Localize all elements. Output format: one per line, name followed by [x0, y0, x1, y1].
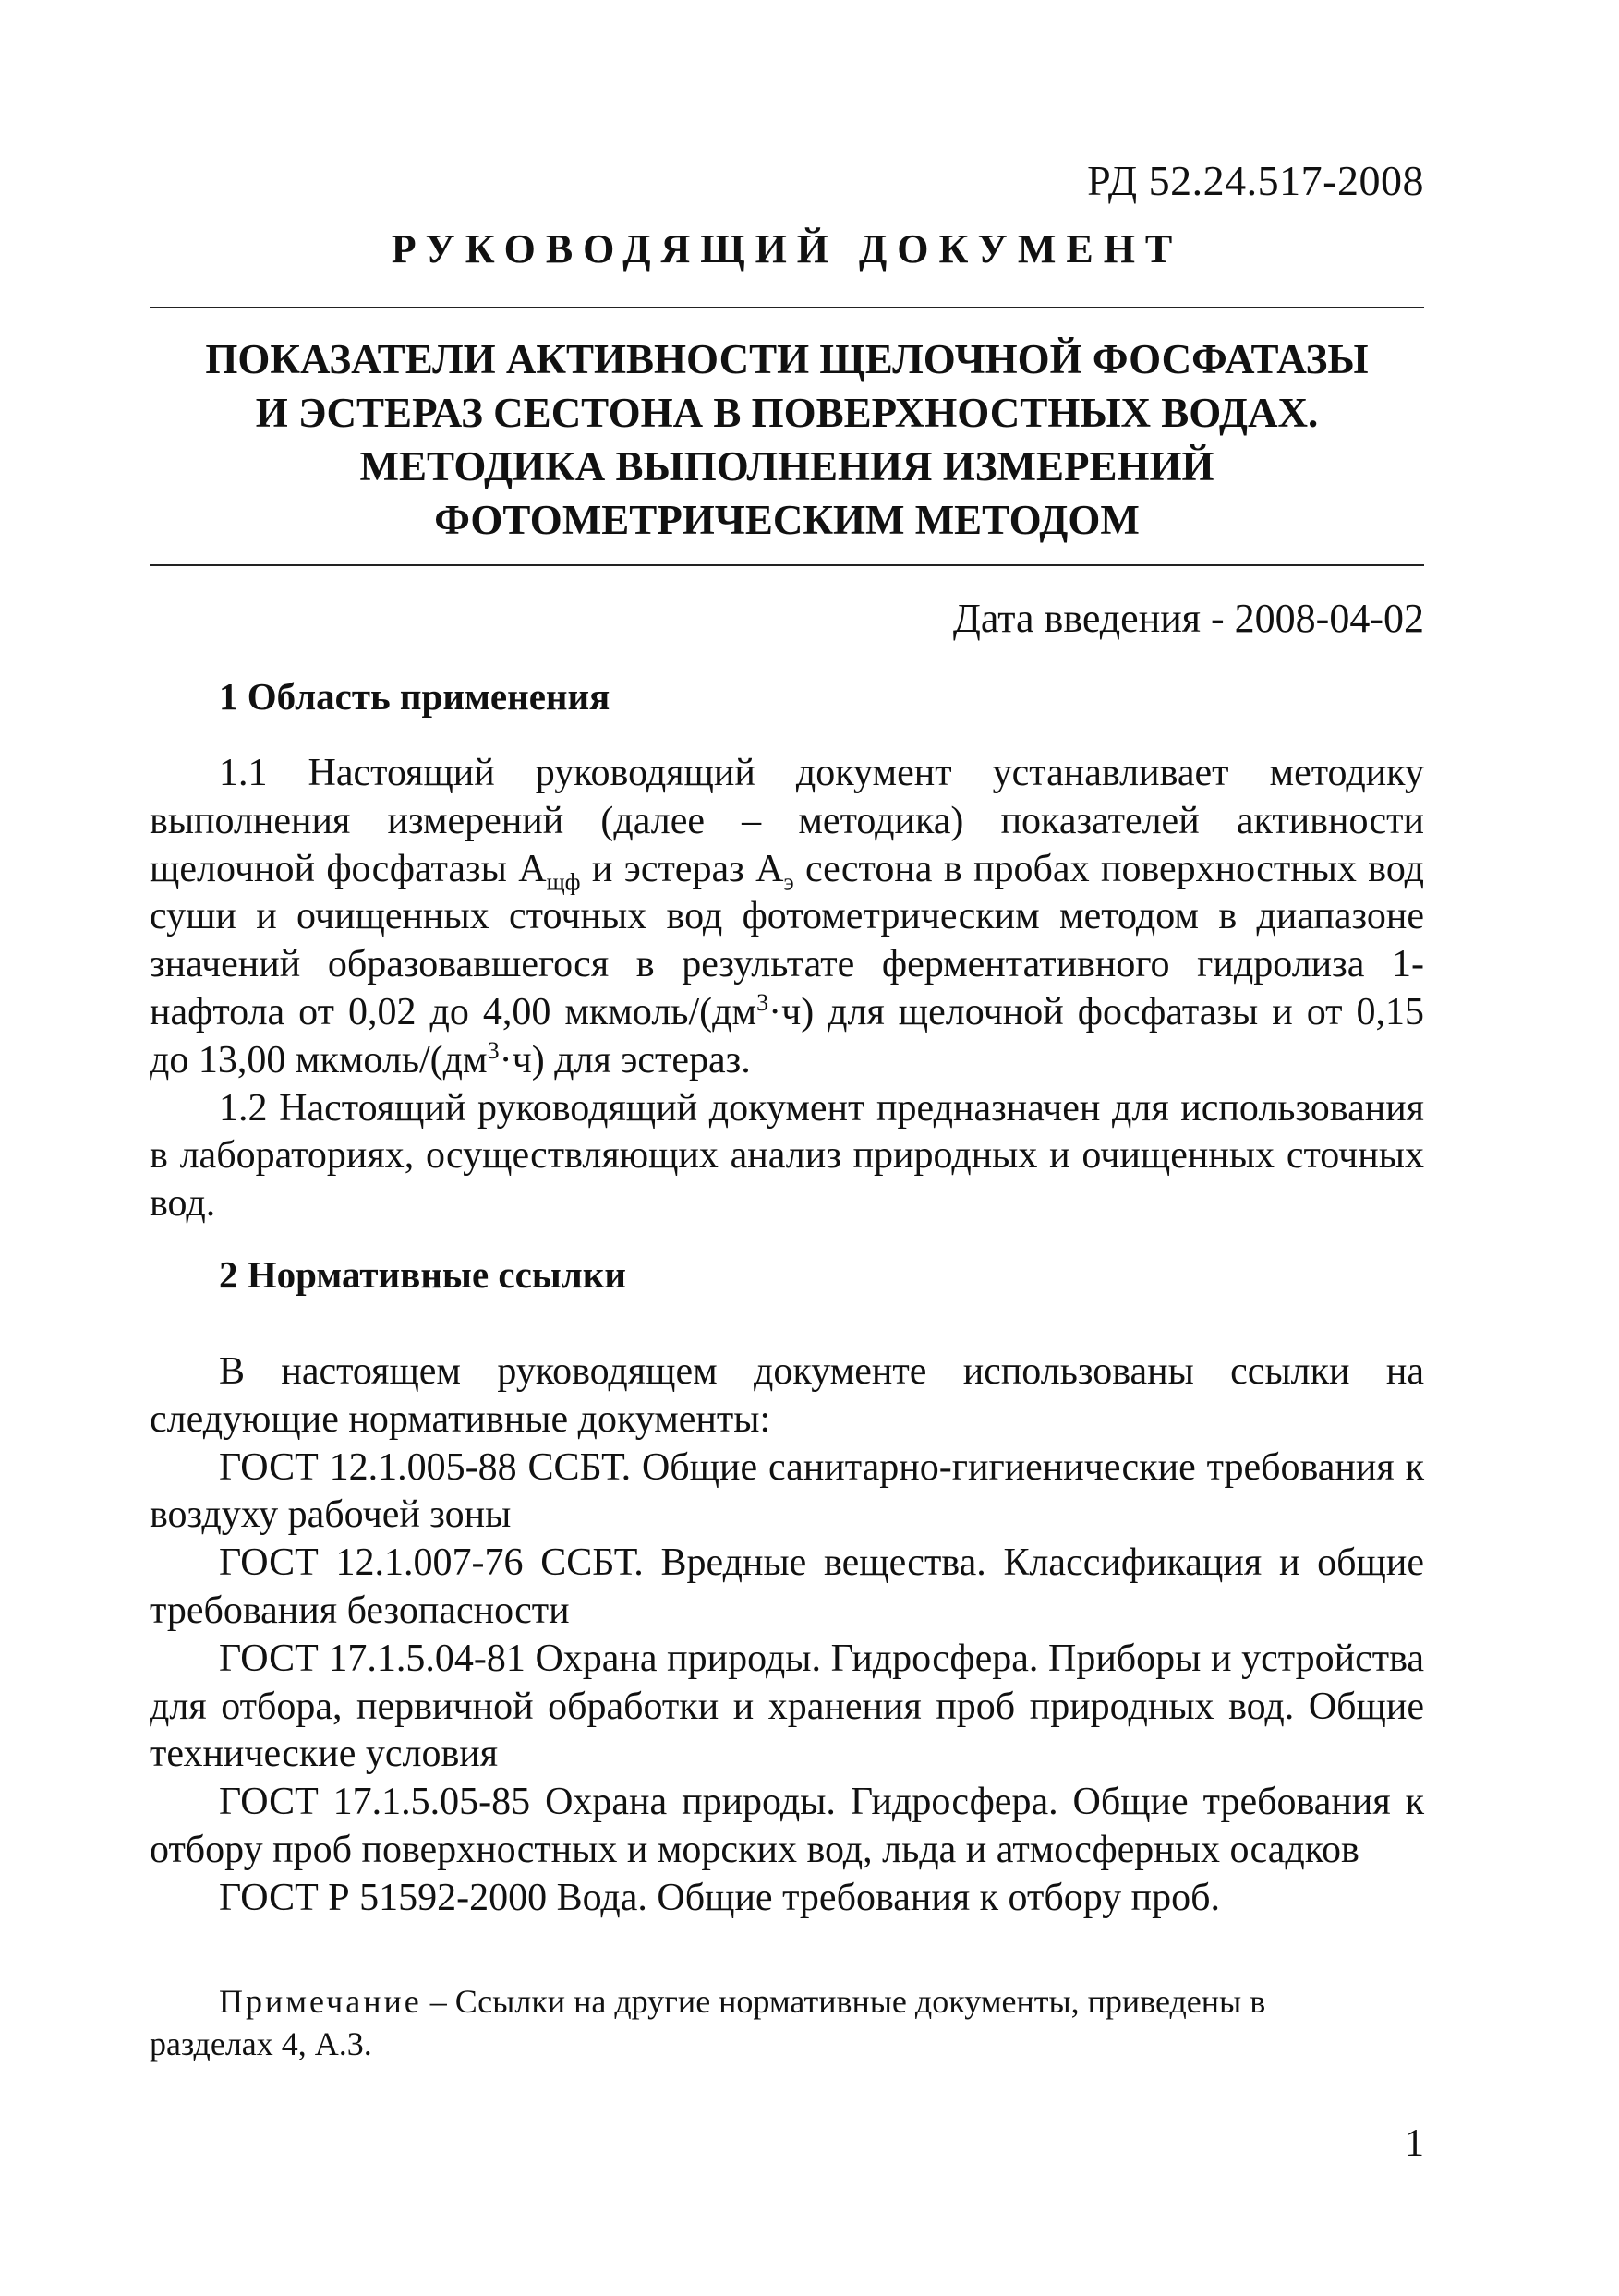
- note: [150, 1980, 1424, 2065]
- note-continuation: разделах 4, А.3.: [150, 2025, 372, 2062]
- reference-item: ГОСТ 17.1.5.04-81 Охрана природы. Гидросфера. Приборы и устройства для отбора, первичной обработки и хранения проб природных вод. Общие технические условия: [150, 1637, 1424, 1776]
- reference-item: ГОСТ 12.1.005-88 ССБТ. Общие санитарно-гигиенические требования к воздуху рабочей зоны: [150, 1445, 1424, 1537]
- introduction-date: Дата введения - 2008-04-02: [952, 596, 1424, 641]
- title-line: И ЭСТЕРАЗ СЕСТОНА В ПОВЕРХНОСТНЫХ ВОДАХ.: [255, 390, 1319, 436]
- section-2-title: 2 Нормативные ссылки: [219, 1253, 627, 1296]
- reference-item: ГОСТ 17.1.5.05-85 Охрана природы. Гидросфера. Общие требования к отбору проб поверхностных и морских вод, льда и атмосферных осадков: [150, 1781, 1424, 1871]
- top-divider: [150, 307, 1424, 308]
- title-line: ФОТОМЕТРИЧЕСКИМ МЕТОДОМ: [434, 497, 1140, 543]
- reference-item: ГОСТ Р 51592-2000 Вода. Общие требования к отбору проб.: [219, 1876, 1221, 1919]
- section-2-body: [150, 1348, 1424, 1923]
- document-page: [150, 0, 1424, 2296]
- note-text: – Ссылки на другие нормативные документы, приведены в: [421, 1983, 1266, 2020]
- document-title: [150, 332, 1424, 547]
- clause-1-2: 1.2 Настоящий руководящий документ предназначен для использования в лабораториях, осуществляющих анализ природных и очищенных сточных вод.: [150, 1086, 1424, 1226]
- document-type-heading: РУКОВОДЯЩИЙ ДОКУМЕНТ: [391, 226, 1183, 272]
- clause-1-1: 1.1 Настоящий руководящий документ устанавливает методику выполнения измерений (далее – методика) показателей активности щелочной фосфатазы $А_{щф}$ и эстераз $А_э$ сестона в пробах поверхностных вод суши и очищенных сточных вод фотометрическим методом в диапазоне значений образовавшегося в результате ферментативного гидролиза 1-нафтола от 0,02 до 4,00 мкмоль/$(дм^3\cdot ч)$ для щелочной фосфатазы и от 0,15 до 13,00 мкмоль/$(дм^3\cdot ч)$ для эстераз.: [150, 752, 1425, 1082]
- section-1-body: [150, 750, 1424, 1228]
- document-code: РД 52.24.517-2008: [1087, 157, 1424, 204]
- note-label: Примечание: [219, 1983, 422, 2020]
- section-1-title: 1 Область применения: [219, 675, 610, 718]
- reference-item: ГОСТ 12.1.007-76 ССБТ. Вредные вещества. Классификация и общие требования безопасности: [150, 1541, 1424, 1632]
- title-line: МЕТОДИКА ВЫПОЛНЕНИЯ ИЗМЕРЕНИЙ: [359, 443, 1214, 489]
- title-line: ПОКАЗАТЕЛИ АКТИВНОСТИ ЩЕЛОЧНОЙ ФОСФАТАЗЫ: [205, 336, 1369, 382]
- section-2-intro: В настоящем руководящем документе использованы ссылки на следующие нормативные документы:: [150, 1350, 1424, 1441]
- bottom-divider: [150, 564, 1424, 566]
- page-number: 1: [1405, 2122, 1424, 2165]
